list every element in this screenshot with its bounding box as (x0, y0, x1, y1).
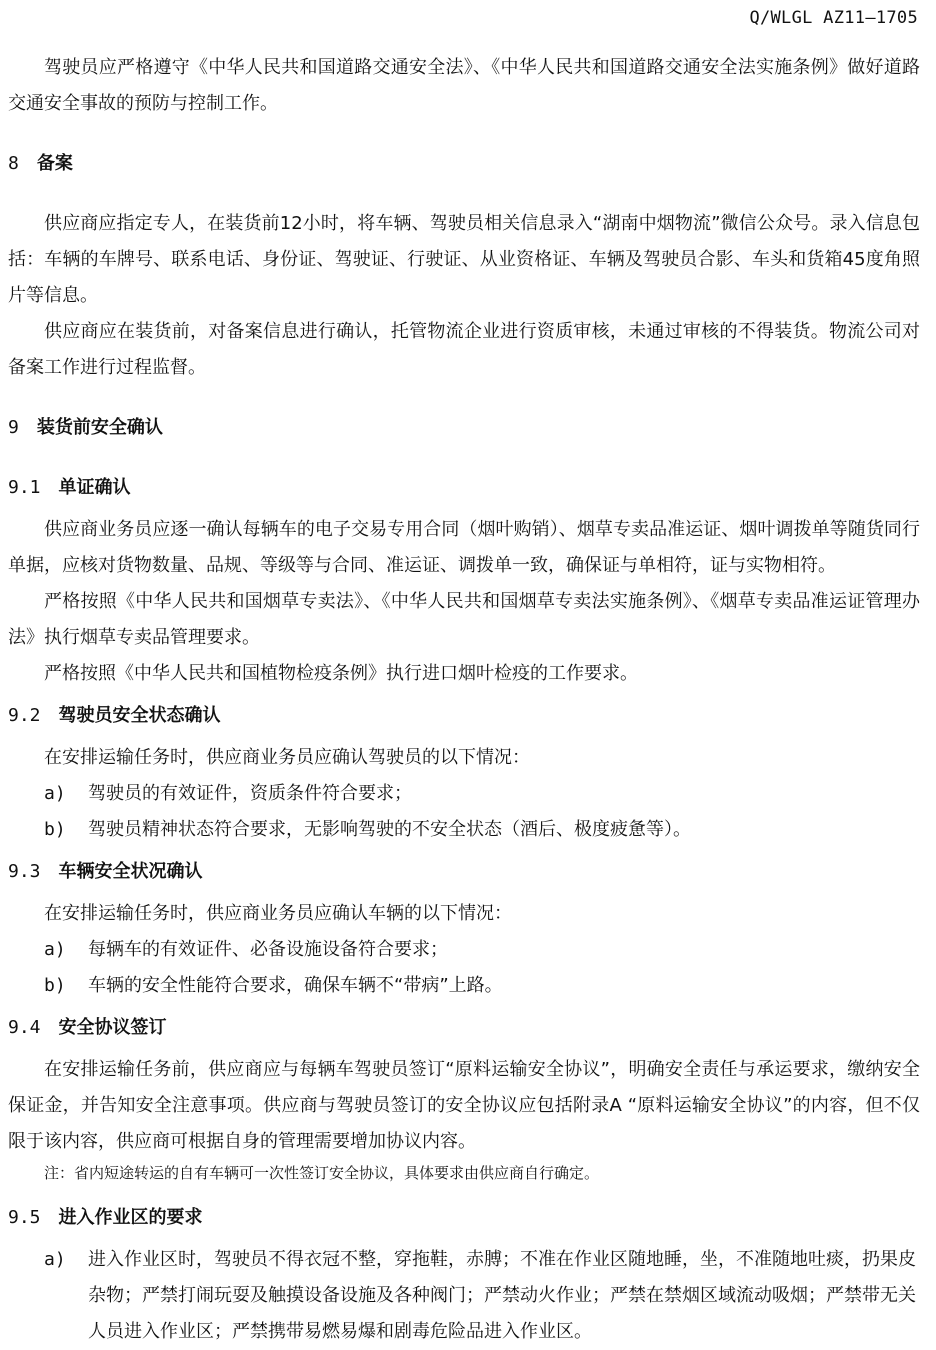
list-item (8, 932, 920, 968)
section-9-4-paragraph: 在安排运输任务前，供应商应与每辆车驾驶员签订“原料运输安全协议”，明确安全责任与承运要求，缴纳安全保证金，并告知安全注意事项。供应商与驾驶员签订的安全协议应包括附录A “原料运输安全协议”的内容，但不仅限于该内容，供应商可根据自身的管理需要增加协议内容。 (8, 1059, 920, 1152)
document-body (8, 50, 920, 1350)
list-marker: a) (44, 1249, 66, 1270)
intro-paragraph: 驾驶员应严格遵守《中华人民共和国道路交通安全法》、《中华人民共和国道路交通安全法实施条例》做好道路交通安全事故的预防与控制工作。 (8, 57, 920, 114)
list-marker: a) (44, 783, 66, 804)
section-9-2-paragraph: 在安排运输任务时，供应商业务员应确认驾驶员的以下情况： (44, 747, 530, 768)
list-item (8, 1242, 920, 1350)
section-9-4-heading (8, 1010, 920, 1046)
list-item (8, 968, 920, 1004)
section-9-1-paragraph-2: 严格按照《中华人民共和国烟草专卖法》、《中华人民共和国烟草专卖法实施条例》、《烟草专卖品准运证管理办法》执行烟草专卖品管理要求。 (8, 591, 920, 648)
note: 注：省内短途转运的自有车辆可一次性签订安全协议，具体要求由供应商自行确定。 (44, 1164, 600, 1182)
section-title: 备案 (36, 153, 73, 174)
section-8-paragraph-2: 供应商应在装货前，对备案信息进行确认，托管物流企业进行资质审核，未通过审核的不得装货。物流公司对备案工作进行过程监督。 (8, 321, 920, 378)
section-number: 9.2 (8, 705, 41, 726)
section-number: 9.3 (8, 861, 41, 882)
section-9-1-paragraph-1: 供应商业务员应逐一确认每辆车的电子交易专用合同（烟叶购销）、烟草专卖品准运证、烟叶调拨单等随货同行单据，应核对货物数量、品规、等级等与合同、准运证、调拨单一致，确保证与单相符，证与实物相符。 (8, 519, 920, 576)
section-title: 装货前安全确认 (36, 417, 163, 438)
section-number: 9.1 (8, 477, 41, 498)
section-number: 9 (8, 417, 19, 438)
section-title: 安全协议签订 (58, 1017, 167, 1038)
section-9-1-heading (8, 470, 920, 506)
section-number: 9.5 (8, 1207, 41, 1228)
section-title: 进入作业区的要求 (58, 1207, 203, 1228)
section-9-heading (8, 410, 920, 446)
list-item (8, 776, 920, 812)
list-item-text: 车辆的安全性能符合要求，确保车辆不“带病”上路。 (88, 975, 503, 996)
section-title: 驾驶员安全状态确认 (58, 705, 221, 726)
section-9-3-heading (8, 854, 920, 890)
section-title: 车辆安全状况确认 (58, 861, 203, 882)
list-marker: a) (44, 939, 66, 960)
list-item-text: 进入作业区时，驾驶员不得衣冠不整，穿拖鞋，赤膊；不准在作业区随地睡，坐，不准随地吐痰，扔果皮杂物；严禁打闹玩耍及触摸设备设施及各种阀门；严禁动火作业；严禁在禁烟区域流动吸烟；严禁带无关人员进入作业区；严禁携带易燃易爆和剧毒危险品进入作业区。 (88, 1249, 916, 1342)
section-number: 8 (8, 153, 19, 174)
list-item-text: 每辆车的有效证件、必备设施设备符合要求； (88, 939, 448, 960)
list-marker: b) (44, 819, 66, 840)
section-title: 单证确认 (58, 477, 131, 498)
list-item (8, 812, 920, 848)
list-item-text: 驾驶员精神状态符合要求，无影响驾驶的不安全状态（酒后、极度疲惫等）。 (88, 819, 691, 840)
section-9-2-heading (8, 698, 920, 734)
section-9-3-paragraph: 在安排运输任务时，供应商业务员应确认车辆的以下情况： (44, 903, 512, 924)
section-9-1-paragraph-3: 严格按照《中华人民共和国植物检疫条例》执行进口烟叶检疫的工作要求。 (44, 663, 638, 684)
section-9-5-heading (8, 1200, 920, 1236)
section-8-paragraph-1: 供应商应指定专人，在装货前12小时，将车辆、驾驶员相关信息录入“湖南中烟物流”微信公众号。录入信息包括：车辆的车牌号、联系电话、身份证、驾驶证、行驶证、从业资格证、车辆及驾驶员合影、车头和货箱45度角照片等信息。 (8, 213, 920, 306)
section-number: 9.4 (8, 1017, 41, 1038)
document-code: Q/WLGL AZ11—1705 (749, 8, 918, 28)
list-marker: b) (44, 975, 66, 996)
list-item-text: 驾驶员的有效证件，资质条件符合要求； (88, 783, 412, 804)
section-8-heading (8, 146, 920, 182)
